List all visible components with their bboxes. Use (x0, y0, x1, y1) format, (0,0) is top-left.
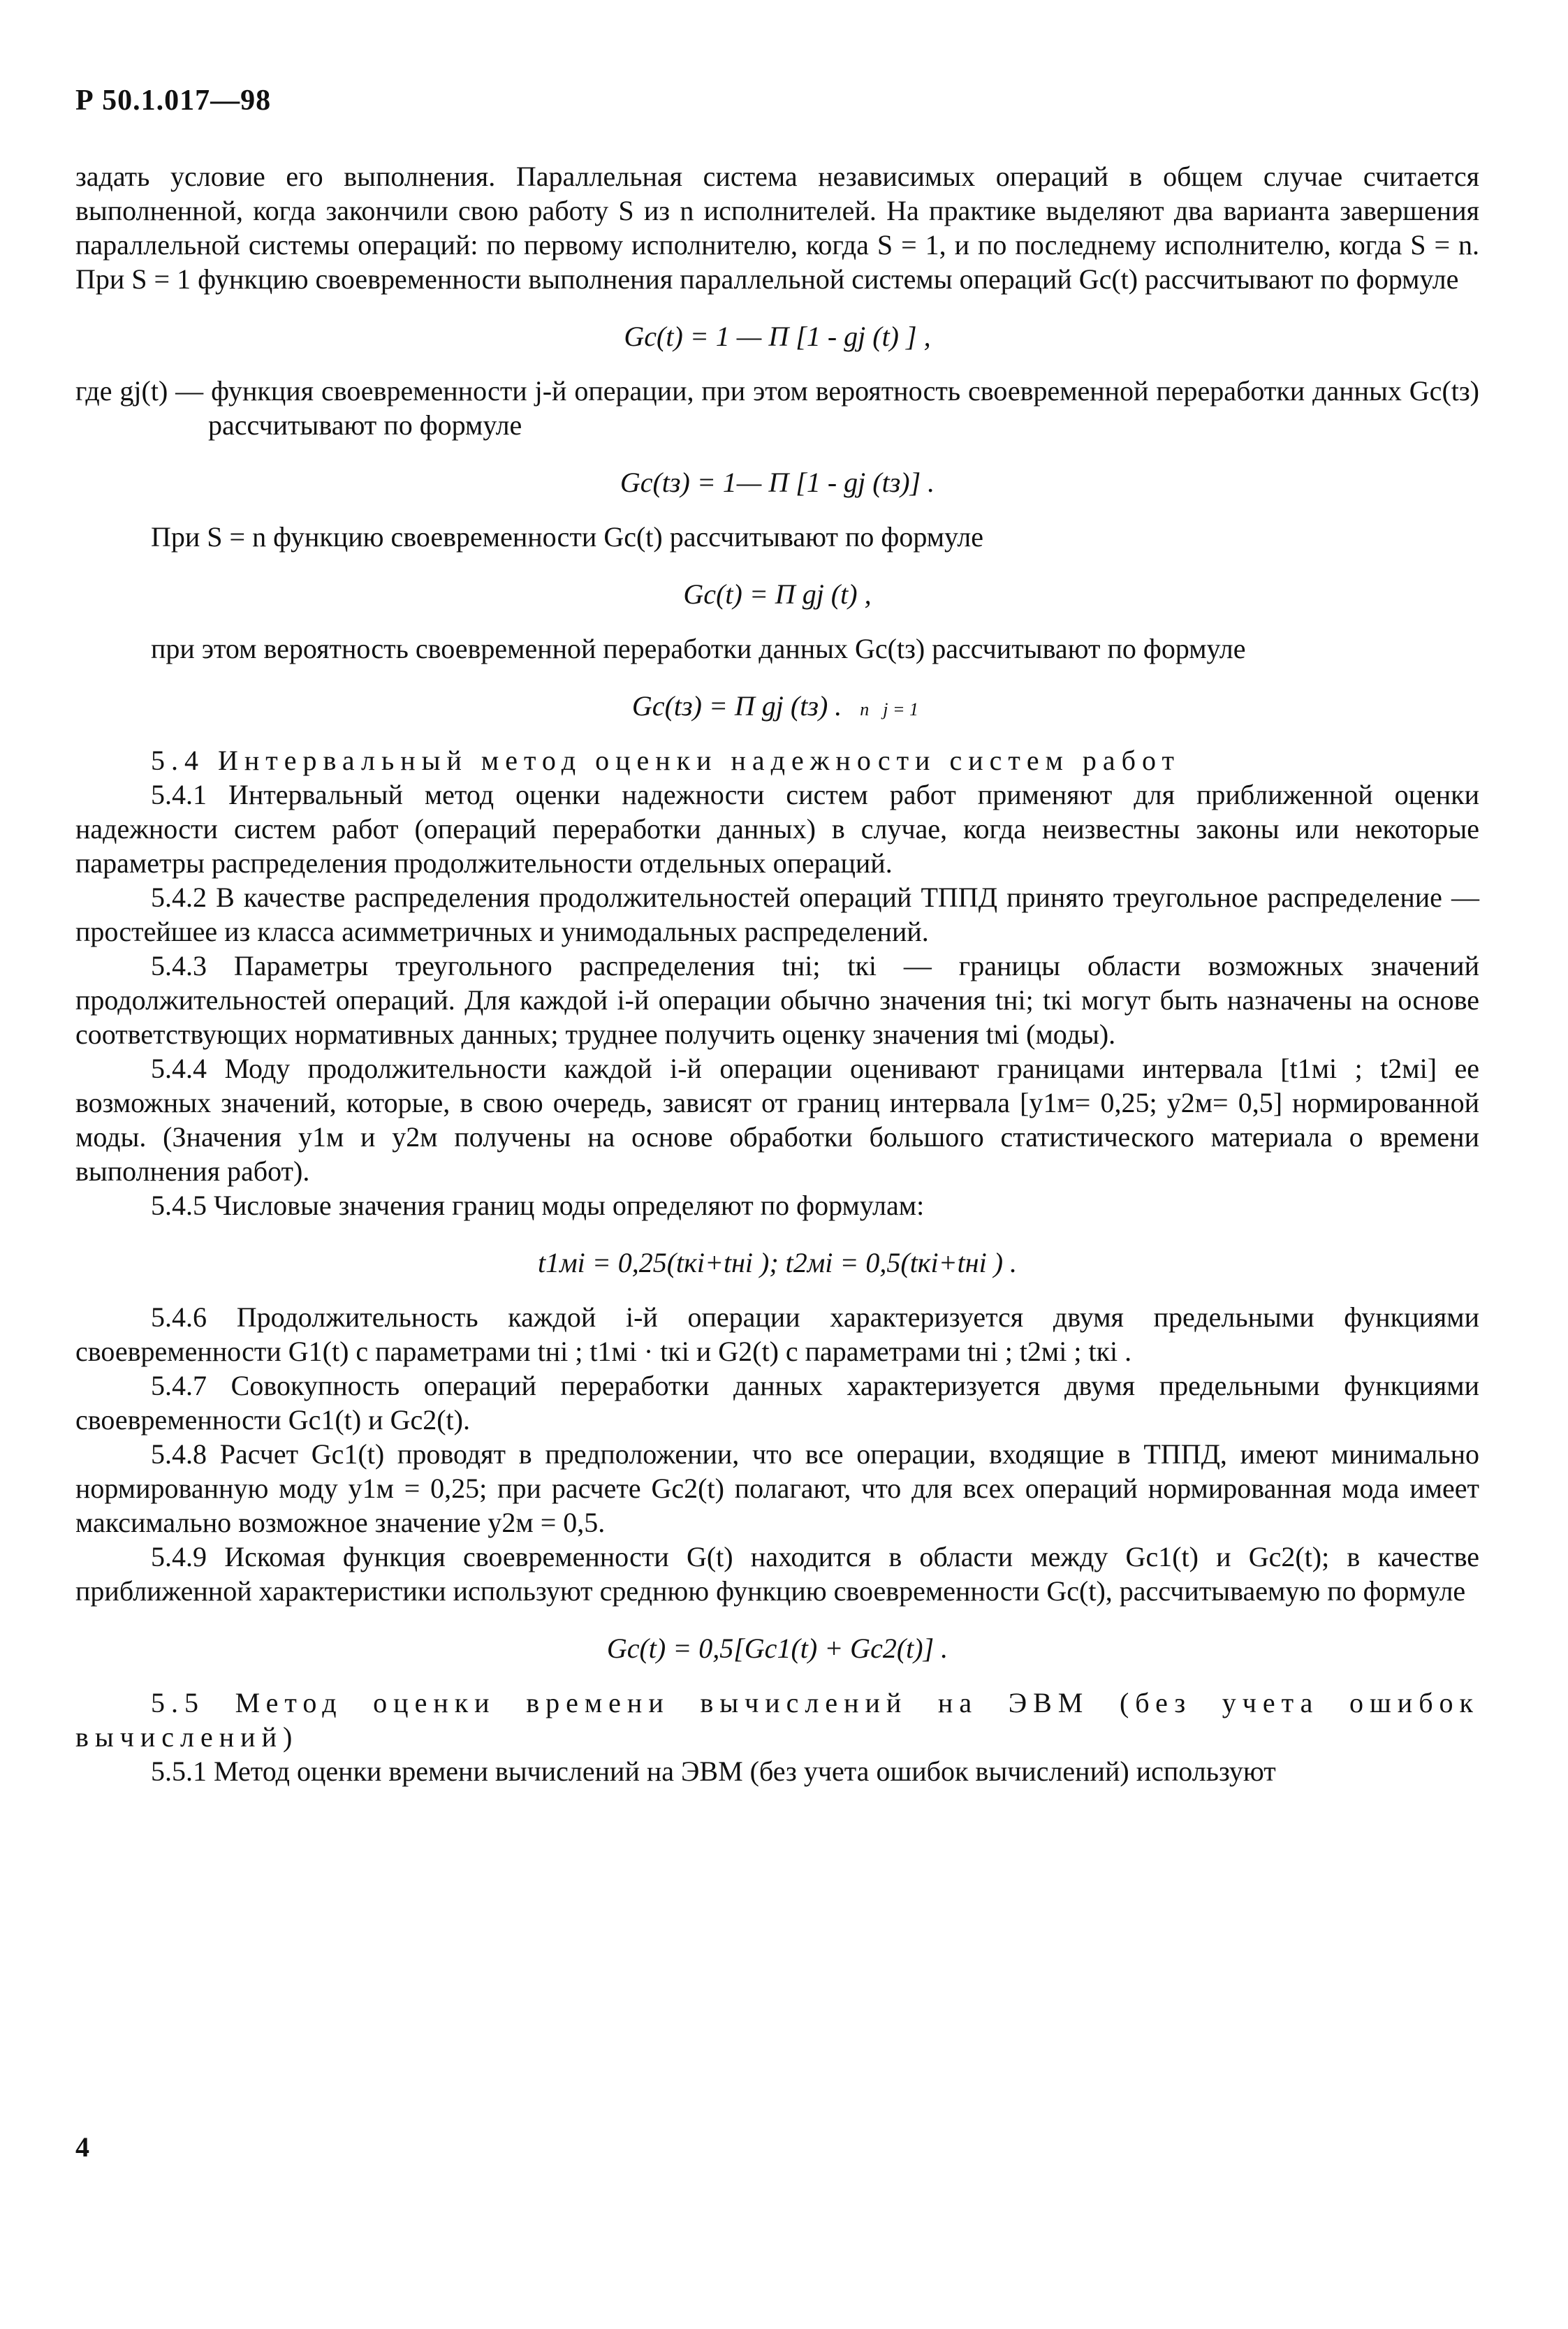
paragraph-intro: задать условие его выполнения. Параллельная система независимых операций в общем случае считается выполненной, когда закончили свою работу S из n исполнителей. На практике выделяют два варианта завершения параллельной системы операций: по первому исполнителю, когда S = 1, и по последнему исполнителю, когда S = n. При S = 1 функцию своевременности выполнения параллельной системы операций Gc(t) рассчитывают по формуле (75, 161, 1479, 295)
paragraph-5-4-3: 5.4.3 Параметры треугольного распределения tнi; tкi — границы области возможных значений продолжительностей операций. Для каждой i-й операции обычно значения tнi; tкi могут быть назначены на основе соответствующих нормативных данных; труднее получить оценку значения tмi (моды). (75, 950, 1479, 1050)
product-lower-limit: j = 1 (883, 699, 919, 720)
formula-5 (75, 1246, 1479, 1279)
paragraph-probability: при этом вероятность своевременной переработки данных Gc(tз) рассчитывают по формуле (151, 633, 1246, 664)
formula-2 (75, 466, 1479, 499)
formula-5-text: t1мi = 0,25(tкi+tнi ); t2мi = 0,5(tкi+tнi ) . (537, 1247, 1018, 1278)
paragraph-5-4-2: 5.4.2 В качестве распределения продолжительностей операций ТППД принято треугольное распределение — простейшее из класса асимметричных и унимодальных распределений. (75, 882, 1479, 947)
paragraph-5-4-9: 5.4.9 Искомая функция своевременности G(t) находится в области между Gc1(t) и Gc2(t); в качестве приближенной характеристики используют среднюю функцию своевременности Gc(t), рассчитываемую по формуле (75, 1541, 1479, 1607)
product-limits (853, 689, 918, 722)
formula-2-text: Gc(tз) = 1— Π [1 - gj (tз)] . (620, 467, 935, 498)
document-page (75, 84, 1479, 1788)
formula-1 (75, 320, 1479, 353)
formula-6 (75, 1632, 1479, 1665)
paragraph-5-4-4: 5.4.4 Моду продолжительности каждой i-й операции оценивают границами интервала [t1мi ; t2мi] ее возможных значений, которые, в свою очередь, зависят от границ интервала [y1м= 0,25; y2м= 0,5] нормированной моды. (Значения y1м и y2м получены на основе обработки большого статистического материала о времени выполнения работ). (75, 1053, 1479, 1187)
paragraph-5-4-5: 5.4.5 Числовые значения границ моды определяют по формулам: (151, 1190, 925, 1221)
formula-3 (75, 578, 1479, 611)
formula-3-text: Gc(t) = Π gj (t) , (683, 578, 872, 610)
formula-6-text: Gc(t) = 0,5[Gc1(t) + Gc2(t)] . (606, 1633, 948, 1664)
formula-4-text: Gc(tз) = Π gj (tз) . (631, 690, 842, 722)
section-5-5-title: 5.5 Метод оценки времени вычислений на ЭВМ (без учета ошибок вычислений) (75, 1687, 1479, 1753)
section-5-4-title: 5.4 Интервальный метод оценки надежности систем работ (151, 745, 1180, 776)
formula-4 (75, 689, 1479, 722)
paragraph-5-4-6: 5.4.6 Продолжительность каждой i-й операции характеризуется двумя предельными функциями своевременности G1(t) с параметрами tнi ; t1мi · tкi и G2(t) с параметрами tнi ; t2мi ; tкi . (75, 1301, 1479, 1367)
product-upper-limit: n (860, 699, 870, 720)
document-header: Р 50.1.017—98 (75, 85, 272, 117)
paragraph-where: где gj(t) — функция своевременности j-й операции, при этом вероятность своевременной переработки данных Gc(tз) рассчитывают по формуле (75, 375, 1479, 441)
paragraph-s-equals-n: При S = n функцию своевременности Gc(t) рассчитывают по формуле (151, 521, 983, 553)
formula-1-text: Gc(t) = 1 — Π [1 - gj (t) ] , (624, 321, 931, 352)
paragraph-5-5-1: 5.5.1 Метод оценки времени вычислений на ЭВМ (без учета ошибок вычислений) используют (151, 1755, 1276, 1787)
paragraph-5-4-8: 5.4.8 Расчет Gc1(t) проводят в предположении, что все операции, входящие в ТППД, имеют минимально нормированную моду y1м = 0,25; при расчете Gc2(t) полагают, что для всех операций нормированная мода имеет максимально возможное значение y2м = 0,5. (75, 1438, 1479, 1538)
paragraph-5-4-7: 5.4.7 Совокупность операций переработки данных характеризуется двумя предельными функциями своевременности Gc1(t) и Gc2(t). (75, 1370, 1479, 1436)
paragraph-5-4-1: 5.4.1 Интервальный метод оценки надежности систем работ применяют для приближенной оценки надежности систем работ (операций переработки данных) в случае, когда неизвестны законы или некоторые параметры распределения продолжительности отдельных операций. (75, 779, 1479, 879)
page-number: 4 (75, 2131, 89, 2163)
